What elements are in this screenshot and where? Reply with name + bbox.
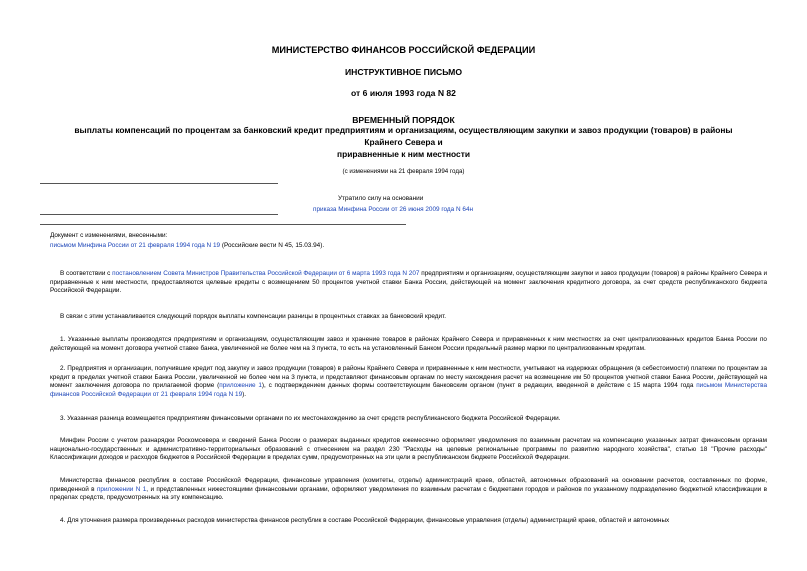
document-title-line-4: приравненные к ним местности [337, 149, 470, 159]
repeal-order-link[interactable]: приказа Минфина России от 26 июня 2009 года N 64н [313, 206, 474, 213]
source-letter-link[interactable]: письмом Минфина России от 21 февраля 1994 года N 19 [50, 242, 221, 249]
paragraph-minfin: Минфин России с учетом разнарядки Роскомсевера и сведений Банка России о размерах выданных кредитов ежемесячно оформляет уведомления по взаимным расчетам на компенсацию указанных затрат финансовым органам национально-государственных и административно-территориальных образований с отнесением на раздел 230 "Расходы на целевые региональные программы по развитию народного хозяйства", статью 18 "Прочие расходы" Классификации доходов и расходов бюджетов в Российской Федерации в пределах сумм, предусмотренных на эти цели в республиканском бюджете Российской Федерации. [50, 437, 767, 462]
source-label: Документ с изменениями, внесенными: [50, 232, 168, 239]
source-line [50, 242, 324, 250]
paragraph-regional-ministries [50, 477, 767, 503]
government-decree-link[interactable]: постановлением Совета Министров Правительства Российской Федерации от 6 марта 1993 года N 207 [112, 270, 420, 277]
p4-post: ). [242, 390, 247, 398]
divider [40, 224, 406, 225]
appendix-n1-link[interactable]: приложении N 1 [96, 485, 147, 493]
source-publication: (Российские вести N 45, 15.03.94). [220, 242, 325, 249]
ministry-letter-link[interactable]: письмом Министерства финансов Российской Федерации от 21 февраля 1994 года N 19 [50, 382, 767, 398]
paragraph-item-2 [50, 365, 767, 399]
document-type: ИНСТРУКТИВНОЕ ПИСЬМО [344, 67, 463, 77]
paragraph-intro [50, 270, 767, 296]
ministry-heading: МИНИСТЕРСТВО ФИНАНСОВ РОССИЙСКОЙ ФЕДЕРАЦИИ [271, 45, 536, 55]
p7-post: , и представленных нижестоящими финансовыми органами, оформляют уведомления по взаимным расчетам с бюджетами городов и районов по указанному подразделению бюджетной классификации в пределах средств, предусмотренных на эту компенсацию. [50, 485, 768, 502]
divider [40, 183, 278, 184]
appendix-1-link[interactable]: приложение 1 [219, 382, 262, 390]
document-date-number: от 6 июля 1993 года N 82 [351, 88, 456, 98]
paragraph-item-3: 3. Указанная разница возмещается предприятиям финансовыми органами по их местонахождению за счет средств республиканского бюджета Российской Федерации. [60, 415, 561, 422]
paragraph-procedure: В связи с этим устанавливается следующий порядок выплаты компенсации разницы в процентных ставках за банковский кредит. [60, 313, 447, 320]
document-title: ВРЕМЕННЫЙ ПОРЯДОК [352, 115, 455, 125]
paragraph-item-1: 1. Указанные выплаты производятся предприятиям и организациям, осуществляющим завоз и хранение товаров в районах Крайнего Севера и приравненных к ним местностях за счет централизованных кредитов Банка России по действующей на момент договора учетной ставке банка, увеличенной не более чем на 3 пункта, то есть на установленный Банком России предельный размер маржи по централизованным кредитам. [50, 336, 767, 352]
p7-pre: Министерства финансов республик в составе Российской Федерации, финансовые управления (комитеты, отделы) администраций краев, областей, автономных образований на основании расчетов, составленных по форме, приведенной в [50, 477, 767, 493]
p1-post: предприятиям и организациям, осуществляющим закупки и завоз продукции (товаров) в районы Крайнего Севера и приравненные к ним местности, предоставляются целевые кредиты с возмещением 50 процентов учетной ставки Банка России, действующей на момент заключения кредитного договора, за счет средств республиканского бюджета Российской Федерации. [50, 270, 768, 295]
document-title-line-3: Крайнего Севера и [364, 137, 443, 147]
status-note: Утратило силу на основании [338, 195, 424, 202]
divider [40, 214, 278, 215]
p1-pre: В соответствии с [60, 270, 113, 277]
document-title-line-2: выплаты компенсаций по процентам за банковский кредит предприятиям и организациям, осуществляющим закупки и завоз продукции (товаров) в районы [74, 125, 733, 135]
p4-mid: ), с подтверждением данных формы соответствующим банковским органом (пункт в редакции, введенной в действие с 15 марта 1994 года [261, 382, 697, 390]
paragraph-item-4: 4. Для уточнения размера произведенных расходов министерства финансов республик в составе Российской Федерации, финансовые управления (отделы) администраций краев, областей и автономных [60, 517, 670, 524]
p4-pre: 2. Предприятия и организации, получившие кредит под закупку и завоз продукции (товаров) в районы Крайнего Севера и приравненные к ним местности, учитывают на издержках обращения (в себестоимости) платежи по процентам за кредит в пределах учетной ставки Банка России, увеличенной не более чем на 3 пункта, и представляют финансовым органам по месту нахождения расчет на возмещение им 50 процентов учетной ставки Банка России, действующей на момент заключения договора по прилагаемой форме ( [50, 365, 767, 390]
amendments-note: (с изменениями на 21 февраля 1994 года) [342, 168, 465, 175]
